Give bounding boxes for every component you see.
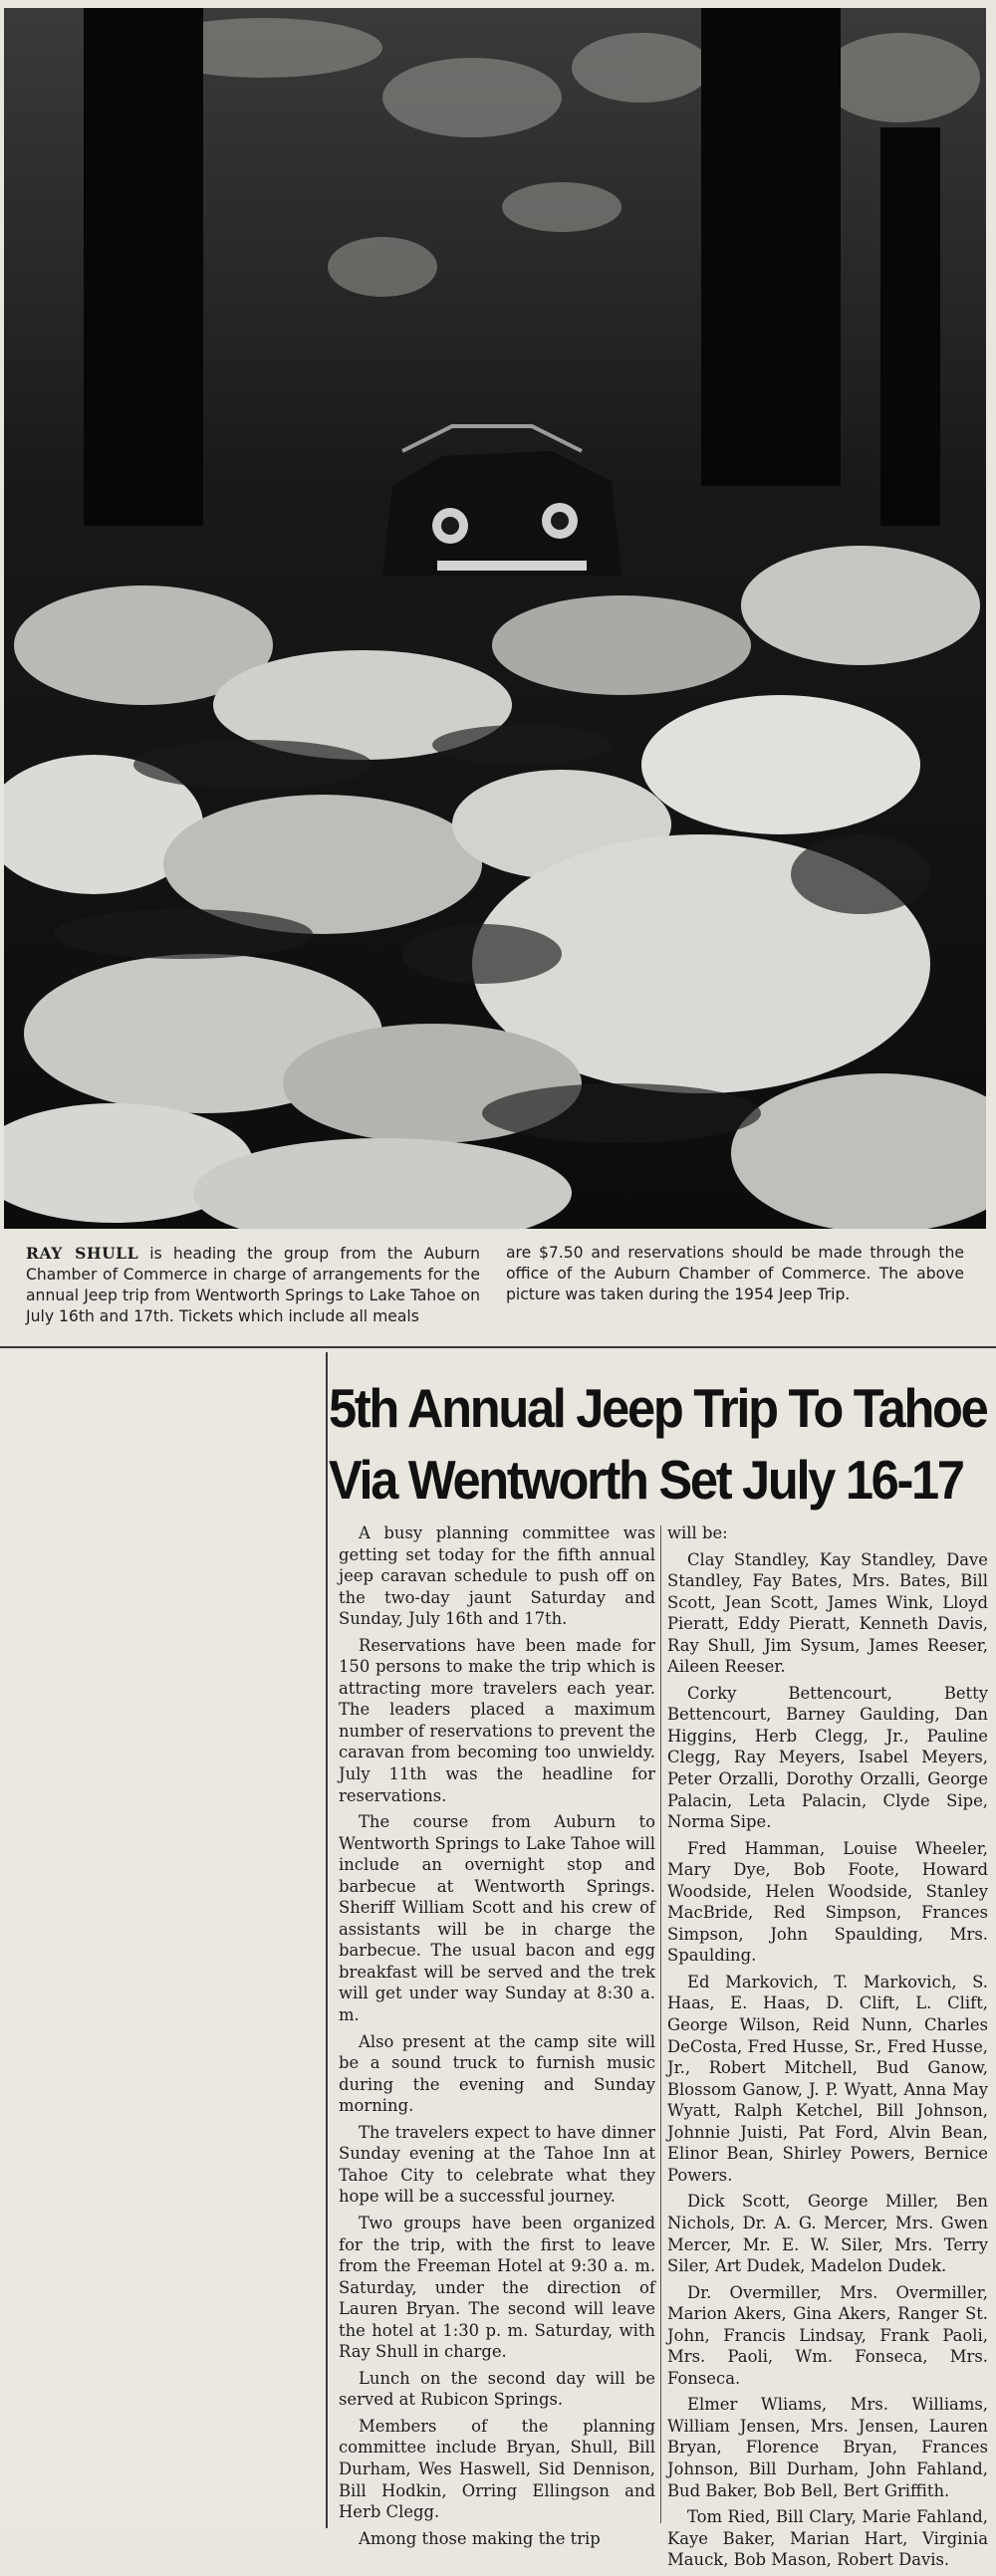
article-paragraph: Two groups have been organized for the trip, with the first to leave from the Freeman Hotel at 9:30 a. m. Saturday, under the direction of Lauren Bryan. The second will leave the hotel at 1:30 p. m. Saturday, with Ray Shull in charge. bbox=[339, 2213, 655, 2362]
caption-lead: RAY SHULL bbox=[26, 1244, 139, 1263]
article-column-left bbox=[339, 1522, 655, 2554]
jeep-trail-photo bbox=[4, 8, 986, 1229]
attendee-list: Clay Standley, Kay Standley, Dave Standley, Fay Bates, Mrs. Bates, Bill Scott, Jean Scott, James Wink, Lloyd Pieratt, Eddy Pieratt, Kenneth Davis, Ray Shull, Jim Sysum, James Reeser, Aileen Reeser. bbox=[667, 1549, 988, 1677]
caption-column-right: are $7.50 and reservations should be made through the office of the Auburn Chamber of Commerce. The above picture was taken during the 1954 Jeep Trip. bbox=[506, 1244, 964, 1303]
article-column-rule bbox=[660, 1525, 661, 2523]
attendee-list: Dr. Overmiller, Mrs. Overmiller, Marion Akers, Gina Akers, Ranger St. John, Francis Lindsay, Frank Paoli, Mrs. Paoli, Wm. Fonseca, Mrs. Fonseca. bbox=[667, 2282, 988, 2388]
caption-column-left bbox=[26, 1243, 480, 1327]
article-paragraph: A busy planning committee was getting set today for the fifth annual jeep caravan schedule to push off on the two-day jaunt Saturday and Sunday, July 16th and 17th. bbox=[339, 1523, 655, 1629]
attendee-list: Elmer Wliams, Mrs. Williams, William Jensen, Mrs. Jensen, Lauren Bryan, Florence Bryan, Frances Johnson, Bill Durham, John Fahland, Bud Baker, Bob Bell, Bert Griffith. bbox=[667, 2395, 988, 2500]
section-divider bbox=[0, 1346, 996, 1348]
attendee-list: Tom Ried, Bill Clary, Marie Fahland, Kaye Baker, Marian Hart, Virginia Mauck, Bob Mason, Robert Davis. bbox=[667, 2507, 988, 2570]
adjacent-blank-area bbox=[0, 1350, 325, 2528]
photo-caption bbox=[26, 1243, 982, 1327]
news-article bbox=[329, 1350, 996, 2570]
attendee-list: Dick Scott, George Miller, Ben Nichols, Dr. A. G. Mercer, Mrs. Gwen Mercer, Mr. E. W. Siler, Mrs. Terry Siler, Art Dudek, Madelon Dudek. bbox=[667, 2192, 988, 2276]
headline-line-1: 5th Annual Jeep Trip To Tahoe bbox=[329, 1377, 987, 1439]
article-column-right bbox=[667, 1522, 988, 2576]
article-paragraph: Also present at the camp site will be a sound truck to furnish music during the evening and Sunday morning. bbox=[339, 2031, 655, 2116]
attendee-list: Ed Markovich, T. Markovich, S. Haas, E. Haas, D. Clift, L. Clift, George Wilson, Reid Nunn, Charles DeCosta, Fred Husse, Sr., Fred Husse, Jr., Robert Mitchell, Bud Ganow, Blossom Ganow, J. P. Wyatt, Anna May Wyatt, Ralph Ketchel, Bill Johnson, Johnnie Juisti, Pat Ford, Alvin Bean, Elinor Bean, Shirley Powers, Bernice Powers. bbox=[667, 1972, 988, 2185]
article-paragraph: Reservations have been made for 150 persons to make the trip which is attracting more travelers each year. The leaders placed a maximum number of reservations to prevent the caravan from becoming too unwieldy. July 11th was the headline for reservations. bbox=[339, 1635, 655, 1805]
photo-illustration bbox=[4, 8, 986, 1229]
column-divider bbox=[326, 1352, 328, 2528]
article-paragraph: Lunch on the second day will be served at Rubicon Springs. bbox=[339, 2368, 655, 2410]
article-paragraph: The course from Auburn to Wentworth Springs to Lake Tahoe will include an overnight stop and barbecue at Wentworth Springs. Sheriff William Scott and his crew of assistants will be in charge the barbecue. The usual bacon and egg breakfast will be served and the trek will get under way Sunday at 8:30 a. m. bbox=[339, 1812, 655, 2025]
article-paragraph: The travelers expect to have dinner Sunday evening at the Tahoe Inn at Tahoe City to celebrate what they hope will be a successful journey. bbox=[339, 2122, 655, 2207]
article-headline bbox=[329, 1372, 987, 1516]
headline-line-2: Via Wentworth Set July 16-17 bbox=[329, 1449, 963, 1511]
attendee-list: Fred Hamman, Louise Wheeler, Mary Dye, Bob Foote, Howard Woodside, Helen Woodside, Stanley MacBride, Red Simpson, Frances Simpson, John Spaulding, Mrs. Spaulding. bbox=[667, 1838, 988, 1966]
caption-left-text: is heading the group from the Auburn Chamber of Commerce in charge of arrangements for the annual Jeep trip from Wentworth Springs to Lake Tahoe on July 16th and 17th. Tickets which include all meals bbox=[26, 1245, 480, 1325]
article-paragraph: Among those making the trip bbox=[359, 2528, 601, 2548]
attendee-list: Corky Bettencourt, Betty Bettencourt, Barney Gaulding, Dan Higgins, Herb Clegg, Jr., Pauline Clegg, Ray Meyers, Isabel Meyers, Peter Orzalli, Dorothy Orzalli, George Palacin, Leta Palacin, Clyde Sipe, Norma Sipe. bbox=[667, 1683, 988, 1832]
article-paragraph: Members of the planning committee include Bryan, Shull, Bill Durham, Wes Haswell, Sid Dennison, Bill Hodkin, Orring Ellingson and Herb Clegg. bbox=[339, 2416, 655, 2522]
article-paragraph-continued: will be: bbox=[667, 1523, 728, 1542]
